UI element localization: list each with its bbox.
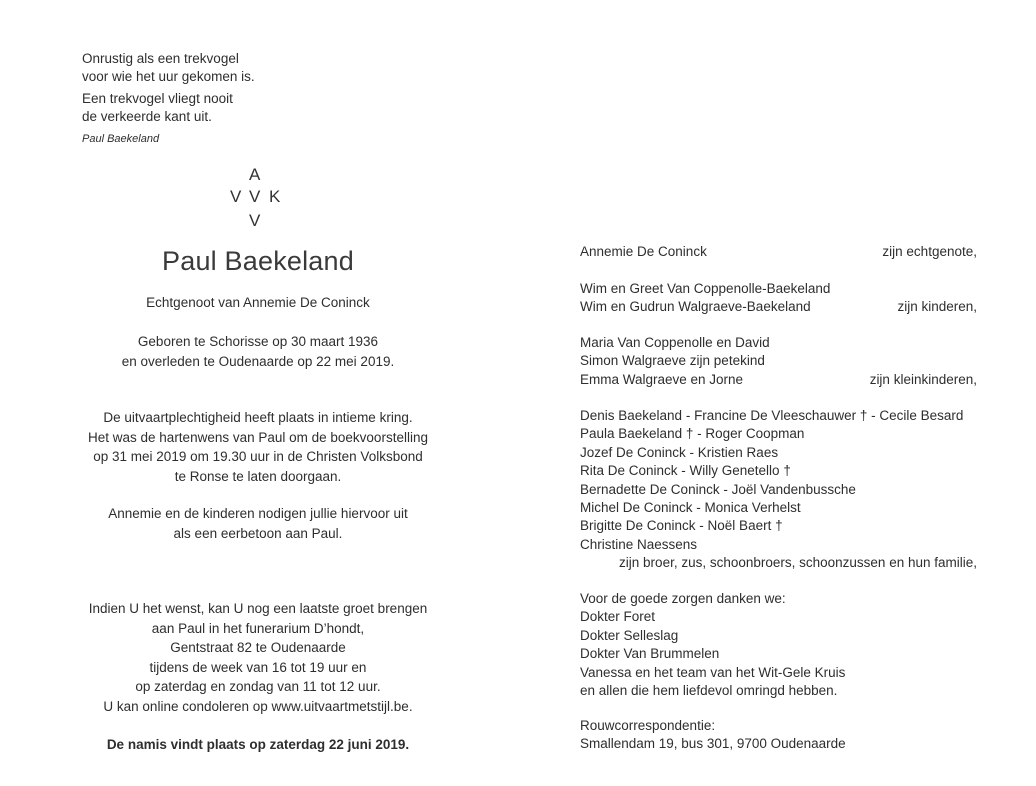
correspondence-address: Smallendam 19, bus 301, 9700 Oudenaarde <box>580 736 846 752</box>
poem-stanza-2 <box>82 90 233 125</box>
spouse-name: Annemie De Coninck <box>580 244 707 259</box>
poem-stanza-1 <box>82 50 255 85</box>
birth-line: Geboren te Schorisse op 30 maart 1936 <box>137 334 379 349</box>
visitation-line: Indien U het wenst, kan U nog een laatste groet brengen <box>88 601 428 616</box>
death-line: en overleden te Oudenaarde op 22 mei 2019. <box>121 353 395 369</box>
initial-bottom: V <box>249 211 261 230</box>
caregiver-name: Dokter Foret <box>580 609 656 625</box>
sibling-name: Brigitte De Coninck - Noël Baert † <box>580 518 783 534</box>
initial-center: V <box>249 187 261 206</box>
children-role: zijn kinderen, <box>897 299 977 314</box>
sibling-name: Christine Naessens <box>580 536 698 552</box>
spouse-line: Echtgenoot van Annemie De Coninck <box>146 295 370 310</box>
poem-line: voor wie het uur gekomen is. <box>82 68 255 84</box>
initial-right: K <box>269 187 281 206</box>
invitation-paragraph <box>0 504 516 543</box>
ceremony-line: Het was de hartenwens van Paul om de boekvoorstelling <box>88 429 428 445</box>
life-dates <box>0 332 516 371</box>
caregiver-name: Vanessa en het team van het Wit-Gele Kruis <box>580 664 846 680</box>
sibling-name: Bernadette De Coninck - Joël Vandenbussche <box>580 481 856 497</box>
siblings-role: zijn broer, zus, schoonbroers, schoonzussen en hun familie, <box>619 555 977 570</box>
ceremony-line: De uitvaartplechtigheid heeft plaats in intieme kring. <box>103 410 413 425</box>
sibling-name: Rita De Coninck - Willy Genetello † <box>580 463 791 479</box>
grandchild-name: Simon Walgraeve zijn petekind <box>580 353 765 369</box>
visitation-line: aan Paul in het funerarium D’hondt, <box>151 620 365 636</box>
initial-top: A <box>249 165 261 184</box>
sibling-name: Denis Baekeland - Francine De Vleeschauwer † - Cecile Besard <box>580 408 964 423</box>
sibling-name: Michel De Coninck - Monica Verhelst <box>580 500 801 516</box>
caregivers-intro: Voor de goede zorgen danken we: <box>580 591 786 606</box>
deceased-name: Paul Baekeland <box>162 246 354 276</box>
invitation-line: Annemie en de kinderen nodigen jullie hiervoor uit <box>108 506 408 521</box>
ceremony-paragraph <box>0 408 516 486</box>
grandchildren-role: zijn kleinkinderen, <box>869 372 977 387</box>
spouse-role: zijn echtgenote, <box>882 244 977 259</box>
poem-author: Paul Baekeland <box>82 133 160 145</box>
siblings-list <box>580 407 963 554</box>
grandchild-name: Emma Walgraeve en Jorne <box>580 371 744 387</box>
caregiver-name: en allen die hem liefdevol omringd hebben. <box>580 683 838 699</box>
ceremony-line: op 31 mei 2019 om 19.30 uur in de Christen Volksbond <box>93 449 423 465</box>
grandchild-name: Maria Van Coppenolle en David <box>580 335 770 350</box>
visitation-line: tijdens de week van 16 tot 19 uur en <box>149 659 367 675</box>
invitation-line: als een eerbetoon aan Paul. <box>173 525 343 541</box>
visitation-paragraph <box>0 599 516 717</box>
grandchildren-list <box>580 334 770 389</box>
initial-left: V <box>230 187 242 206</box>
sibling-name: Jozef De Coninck - Kristien Raes <box>580 444 779 460</box>
ceremony-line: te Ronse te laten doorgaan. <box>174 468 342 484</box>
correspondence-label: Rouwcorrespondentie: <box>580 718 716 733</box>
child-name: Wim en Greet Van Coppenolle-Baekeland <box>580 281 831 296</box>
caregiver-name: Dokter Selleslag <box>580 627 679 643</box>
final-note: De namis vindt plaats op zaterdag 22 juni 2019. <box>106 737 410 752</box>
poem-line: Een trekvogel vliegt nooit <box>82 91 233 106</box>
caregiver-name: Dokter Van Brummelen <box>580 646 720 662</box>
poem-line: Onrustig als een trekvogel <box>82 51 239 66</box>
child-name: Wim en Gudrun Walgraeve-Baekeland <box>580 299 811 315</box>
poem-line: de verkeerde kant uit. <box>82 108 212 124</box>
children-list <box>580 280 830 317</box>
sibling-name: Paula Baekeland † - Roger Coopman <box>580 426 805 442</box>
correspondence-block <box>580 717 846 754</box>
visitation-line: U kan online condoleren op www.uitvaartmetstijl.be. <box>103 698 413 714</box>
visitation-line: Gentstraat 82 te Oudenaarde <box>170 640 346 656</box>
visitation-line: op zaterdag en zondag van 11 tot 12 uur. <box>135 679 381 695</box>
caregivers-list <box>580 590 845 700</box>
